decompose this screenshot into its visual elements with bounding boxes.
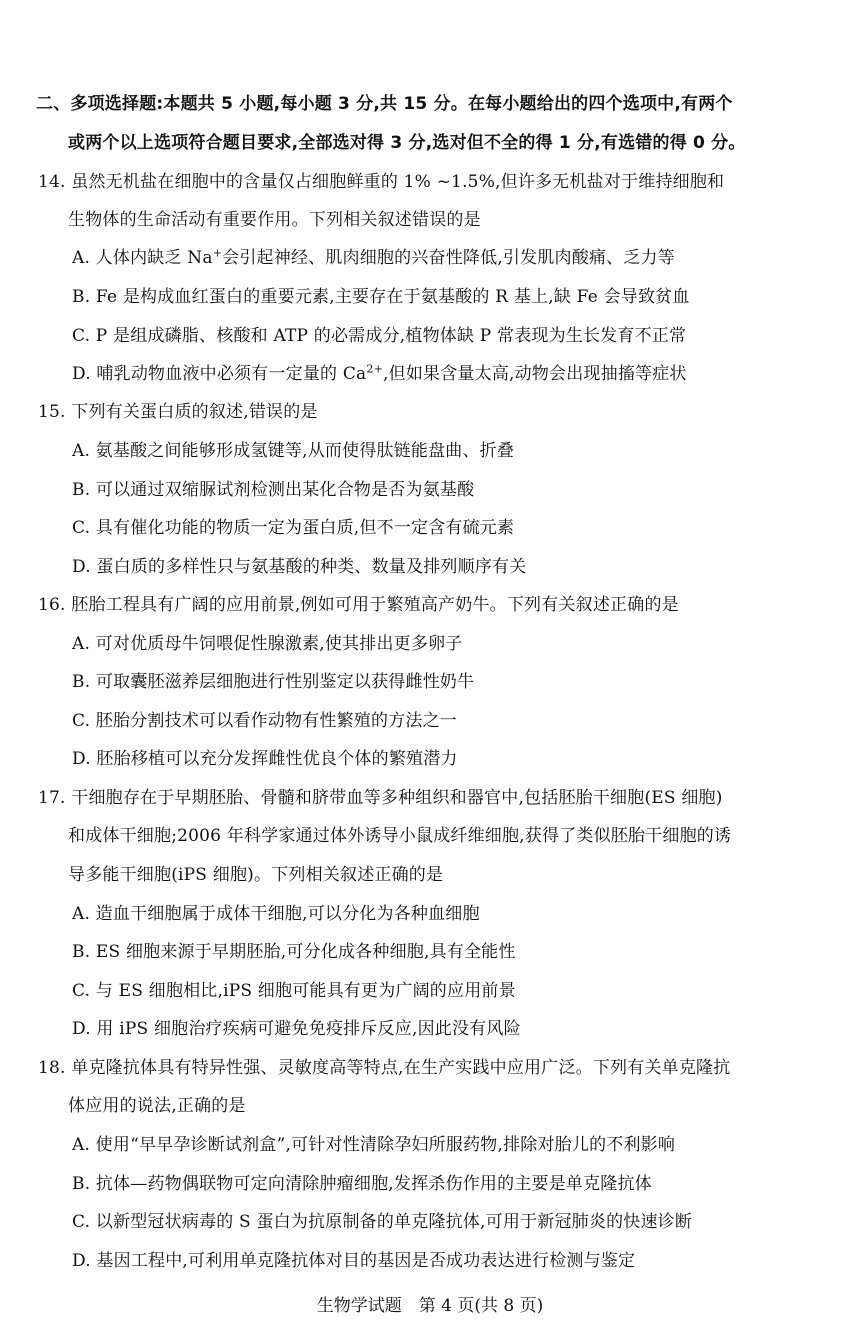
q14-stem-line2: 生物体的生命活动有重要作用。下列相关叙述错误的是 [68,210,481,230]
q14-option-d [72,362,687,386]
q14-option-d-sup: 2+ [366,362,384,376]
q16-stem: 16. 胚胎工程具有广阔的应用前景,例如可用于繁殖高产奶牛。下列有关叙述正确的是 [38,595,679,615]
q14-option-d-post: ,但如果含量太高,动物会出现抽搐等症状 [383,364,687,384]
q17-option-d: D. 用 iPS 细胞治疗疾病可避免免疫排斥反应,因此没有风险 [72,1019,521,1039]
q14-option-a [72,246,675,270]
section-heading-line1: 二、多项选择题:本题共 5 小题,每小题 3 分,共 15 分。在每小题给出的四个选项中,有两个 [36,94,733,114]
q14-stem-line1: 14. 虽然无机盐在细胞中的含量仅占细胞鲜重的 1% ~1.5%,但许多无机盐对于维持细胞和 [38,172,725,192]
q18-option-c: C. 以新型冠状病毒的 S 蛋白为抗原制备的单克隆抗体,可用于新冠肺炎的快速诊断 [72,1212,693,1232]
q14-option-a-post: 会引起神经、肌肉细胞的兴奋性降低,引发肌肉酸痛、乏力等 [222,248,675,268]
q18-option-d: D. 基因工程中,可利用单克隆抗体对目的基因是否成功表达进行检测与鉴定 [72,1251,636,1271]
q18-stem-line2: 体应用的说法,正确的是 [68,1096,246,1116]
q17-stem-line1: 17. 干细胞存在于早期胚胎、骨髓和脐带血等多种组织和器官中,包括胚胎干细胞(ES 细胞) [38,788,723,808]
q14-option-d-pre: D. 哺乳动物血液中必须有一定量的 Ca [72,364,367,384]
q18-stem-line1: 18. 单克隆抗体具有特异性强、灵敏度高等特点,在生产实践中应用广泛。下列有关单克隆抗 [38,1058,731,1078]
q14-option-c: C. P 是组成磷脂、核酸和 ATP 的必需成分,植物体缺 P 常表现为生长发育不正常 [72,326,687,346]
q15-option-b: B. 可以通过双缩脲试剂检测出某化合物是否为氨基酸 [72,480,475,500]
page-footer: 生物学试题 第 4 页(共 8 页) [316,1296,544,1316]
q18-option-a: A. 使用“早早孕诊断试剂盒”,可针对性清除孕妇所服药物,排除对胎儿的不利影响 [72,1135,676,1155]
q14-option-b: B. Fe 是构成血红蛋白的重要元素,主要存在于氨基酸的 R 基上,缺 Fe 会导致贫血 [72,287,690,307]
q15-option-d: D. 蛋白质的多样性只与氨基酸的种类、数量及排列顺序有关 [72,557,527,577]
q16-option-d: D. 胚胎移植可以充分发挥雌性优良个体的繁殖潜力 [72,749,458,769]
q14-option-a-sup: + [212,246,223,260]
q17-option-b: B. ES 细胞来源于早期胚胎,可分化成各种细胞,具有全能性 [72,942,516,962]
q15-stem: 15. 下列有关蛋白质的叙述,错误的是 [38,402,318,422]
q16-option-a: A. 可对优质母牛饲喂促性腺激素,使其排出更多卵子 [72,634,463,654]
q16-option-c: C. 胚胎分割技术可以看作动物有性繁殖的方法之一 [72,711,458,731]
q17-stem-line2: 和成体干细胞;2006 年科学家通过体外诱导小鼠成纤维细胞,获得了类似胚胎干细胞的诱 [68,826,732,846]
q17-stem-line3: 导多能干细胞(iPS 细胞)。下列相关叙述正确的是 [68,865,444,885]
q17-option-c: C. 与 ES 细胞相比,iPS 细胞可能具有更为广阔的应用前景 [72,981,516,1001]
q16-option-b: B. 可取囊胚滋养层细胞进行性别鉴定以获得雌性奶牛 [72,672,475,692]
section-heading-line2: 或两个以上选项符合题目要求,全部选对得 3 分,选对但不全的得 1 分,有选错的得 0 分。 [68,133,746,153]
q17-option-a: A. 造血干细胞属于成体干细胞,可以分化为各种血细胞 [72,904,480,924]
q15-option-a: A. 氨基酸之间能够形成氢键等,从而使得肽链能盘曲、折叠 [72,441,515,461]
q15-option-c: C. 具有催化功能的物质一定为蛋白质,但不一定含有硫元素 [72,518,515,538]
q18-option-b: B. 抗体—药物偶联物可定向清除肿瘤细胞,发挥杀伤作用的主要是单克隆抗体 [72,1174,652,1194]
q14-option-a-pre: A. 人体内缺乏 Na [72,248,213,268]
